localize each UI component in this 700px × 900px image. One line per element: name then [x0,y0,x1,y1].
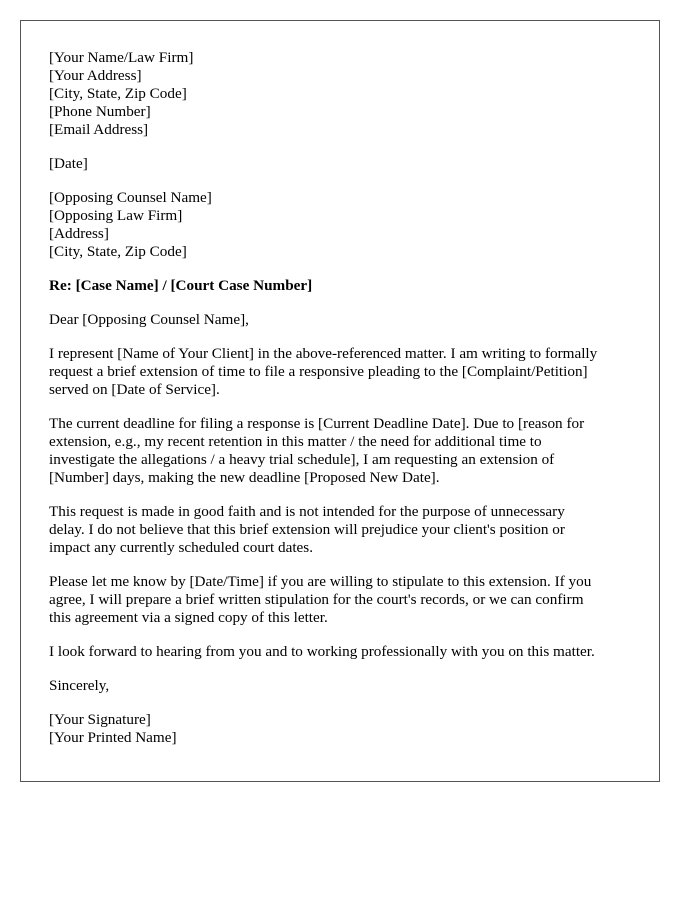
signature-line: [Your Signature] [49,711,151,728]
closing: Sincerely, [49,677,110,694]
body-line: This request is made in good faith and is not intended for the purpose of unnecessary [49,503,565,520]
recipient-address: [Address] [49,225,109,242]
printed-name: [Your Printed Name] [49,729,177,746]
body-line: agree, I will prepare a brief written stipulation for the court's records, or we can confirm [49,591,584,608]
body-line: The current deadline for filing a response is [Current Deadline Date]. Due to [reason for [49,415,585,432]
closing-block [49,677,639,695]
body-line: investigate the allegations / a heavy trial schedule], I am requesting an extension of [49,451,555,468]
body-line: [Number] days, making the new deadline [Proposed New Date]. [49,469,440,486]
salutation: Dear [Opposing Counsel Name], [49,311,249,328]
body-line: impact any currently scheduled court dates. [49,539,313,556]
recipient-city-state-zip: [City, State, Zip Code] [49,243,187,260]
recipient-firm: [Opposing Law Firm] [49,207,183,224]
subject-line: Re: [Case Name] / [Court Case Number] [49,277,313,294]
subject-block [49,277,639,295]
body-paragraph-3 [49,503,639,557]
sender-email: [Email Address] [49,121,149,138]
body-paragraph-2 [49,415,639,487]
body-line: served on [Date of Service]. [49,381,220,398]
salutation-block [49,311,639,329]
sender-address: [Your Address] [49,67,142,84]
sender-name-firm: [Your Name/Law Firm] [49,49,194,66]
body-paragraph-5 [49,643,639,661]
letter-date: [Date] [49,155,88,172]
body-paragraph-4 [49,573,639,627]
letter-page [20,20,660,782]
recipient-block [49,189,639,261]
signature-block [49,711,639,747]
recipient-name: [Opposing Counsel Name] [49,189,212,206]
body-line: request a brief extension of time to file a responsive pleading to the [Complaint/Petition] [49,363,588,380]
body-line: delay. I do not believe that this brief extension will prejudice your client's position or [49,521,565,538]
letter-content [49,49,639,747]
body-line: Please let me know by [Date/Time] if you are willing to stipulate to this extension. If you [49,573,592,590]
sender-city-state-zip: [City, State, Zip Code] [49,85,187,102]
body-line: extension, e.g., my recent retention in this matter / the need for additional time to [49,433,542,450]
body-line: this agreement via a signed copy of this letter. [49,609,328,626]
sender-phone: [Phone Number] [49,103,151,120]
body-line: I look forward to hearing from you and to working professionally with you on this matter. [49,643,595,660]
body-paragraph-1 [49,345,639,399]
sender-block [49,49,639,139]
body-line: I represent [Name of Your Client] in the above-referenced matter. I am writing to formally [49,345,598,362]
date-block [49,155,639,173]
